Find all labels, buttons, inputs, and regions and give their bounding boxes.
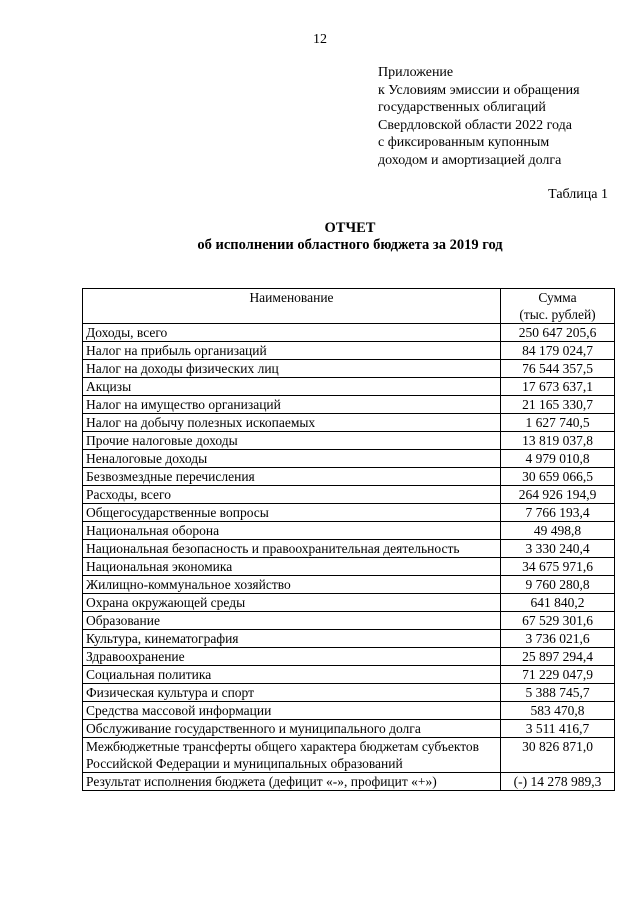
table-row: [83, 414, 615, 432]
appendix-line: к Условиям эмиссии и обращения: [378, 82, 580, 98]
row-name: Прочие налоговые доходы: [83, 432, 501, 450]
row-name: Образование: [83, 612, 501, 630]
row-value: 3 736 021,6: [501, 630, 615, 648]
table-body: [83, 324, 615, 791]
row-name: Жилищно-коммунальное хозяйство: [83, 576, 501, 594]
table-row: [83, 720, 615, 738]
row-value: 67 529 301,6: [501, 612, 615, 630]
document-subtitle: об исполнении областного бюджета за 2019 год: [197, 237, 503, 253]
row-value: 84 179 024,7: [501, 342, 615, 360]
row-name: Налог на имущество организаций: [83, 396, 501, 414]
row-name: Результат исполнения бюджета (дефицит «-», профицит «+»): [83, 773, 501, 791]
row-value: 71 229 047,9: [501, 666, 615, 684]
row-value: 21 165 330,7: [501, 396, 615, 414]
row-value: 3 330 240,4: [501, 540, 615, 558]
table-row: [83, 612, 615, 630]
row-value: 7 766 193,4: [501, 504, 615, 522]
table-row: [83, 576, 615, 594]
row-value: 30 659 066,5: [501, 468, 615, 486]
table-row: [83, 468, 615, 486]
header-name: Наименование: [83, 289, 501, 324]
row-value: 76 544 357,5: [501, 360, 615, 378]
row-name: Расходы, всего: [83, 486, 501, 504]
row-name: Средства массовой информации: [83, 702, 501, 720]
row-value: (-) 14 278 989,3: [501, 773, 615, 791]
table-row: [83, 738, 615, 773]
appendix-line: Свердловской области 2022 года: [378, 117, 572, 133]
row-value: 17 673 637,1: [501, 378, 615, 396]
table-row: [83, 450, 615, 468]
row-value: 3 511 416,7: [501, 720, 615, 738]
row-name: Национальная оборона: [83, 522, 501, 540]
row-value: 13 819 037,8: [501, 432, 615, 450]
appendix-line: доходом и амортизацией долга: [378, 152, 562, 168]
row-value: 49 498,8: [501, 522, 615, 540]
row-name: Здравоохранение: [83, 648, 501, 666]
table-row: [83, 594, 615, 612]
row-name: Акцизы: [83, 378, 501, 396]
table-row: [83, 540, 615, 558]
table-row: [83, 558, 615, 576]
table-row: [83, 702, 615, 720]
table-row: [83, 504, 615, 522]
row-value: 1 627 740,5: [501, 414, 615, 432]
row-name: Общегосударственные вопросы: [83, 504, 501, 522]
row-name: Физическая культура и спорт: [83, 684, 501, 702]
table-row: [83, 342, 615, 360]
row-value: 583 470,8: [501, 702, 615, 720]
row-name: Охрана окружающей среды: [83, 594, 501, 612]
row-value: 641 840,2: [501, 594, 615, 612]
table-row: [83, 630, 615, 648]
row-name: Доходы, всего: [83, 324, 501, 342]
header-sum-line: Сумма: [538, 290, 577, 305]
page-number: 12: [313, 32, 327, 47]
header-sum-unit: (тыс. рублей): [519, 307, 596, 322]
table-header-row: [83, 289, 615, 324]
table-row: [83, 666, 615, 684]
row-name: Национальная экономика: [83, 558, 501, 576]
table-row: [83, 522, 615, 540]
table-row: [83, 378, 615, 396]
row-value: 250 647 205,6: [501, 324, 615, 342]
row-name: Безвозмездные перечисления: [83, 468, 501, 486]
table-row: [83, 648, 615, 666]
header-sum: [501, 289, 615, 324]
row-name: Неналоговые доходы: [83, 450, 501, 468]
table-row: [83, 486, 615, 504]
appendix-line: Приложение: [378, 65, 454, 80]
row-value: 34 675 971,6: [501, 558, 615, 576]
appendix-line: с фиксированным купонным: [378, 135, 550, 150]
row-value: 5 388 745,7: [501, 684, 615, 702]
row-value: 30 826 871,0: [501, 738, 615, 773]
table-number: Таблица 1: [548, 187, 608, 202]
table-row: [83, 773, 615, 791]
table-row: [83, 324, 615, 342]
table-row: [83, 432, 615, 450]
table-row: [83, 396, 615, 414]
row-value: 4 979 010,8: [501, 450, 615, 468]
row-name: Обслуживание государственного и муниципального долга: [83, 720, 501, 738]
row-name: Национальная безопасность и правоохранительная деятельность: [83, 540, 501, 558]
table-row: [83, 684, 615, 702]
appendix-line: государственных облигаций: [378, 100, 546, 115]
row-name: Культура, кинематография: [83, 630, 501, 648]
row-value: 9 760 280,8: [501, 576, 615, 594]
row-value: 264 926 194,9: [501, 486, 615, 504]
row-value: 25 897 294,4: [501, 648, 615, 666]
row-name: Налог на добычу полезных ископаемых: [83, 414, 501, 432]
row-name: Налог на доходы физических лиц: [83, 360, 501, 378]
row-name: Социальная политика: [83, 666, 501, 684]
row-name: Налог на прибыль организаций: [83, 342, 501, 360]
table-row: [83, 360, 615, 378]
budget-report-table: [82, 288, 615, 791]
document-title: ОТЧЕТ: [324, 220, 376, 236]
row-name: Межбюджетные трансферты общего характера бюджетам субъектов Российской Федерации и муниципальных образований: [83, 738, 501, 773]
appendix-note: [378, 64, 580, 169]
